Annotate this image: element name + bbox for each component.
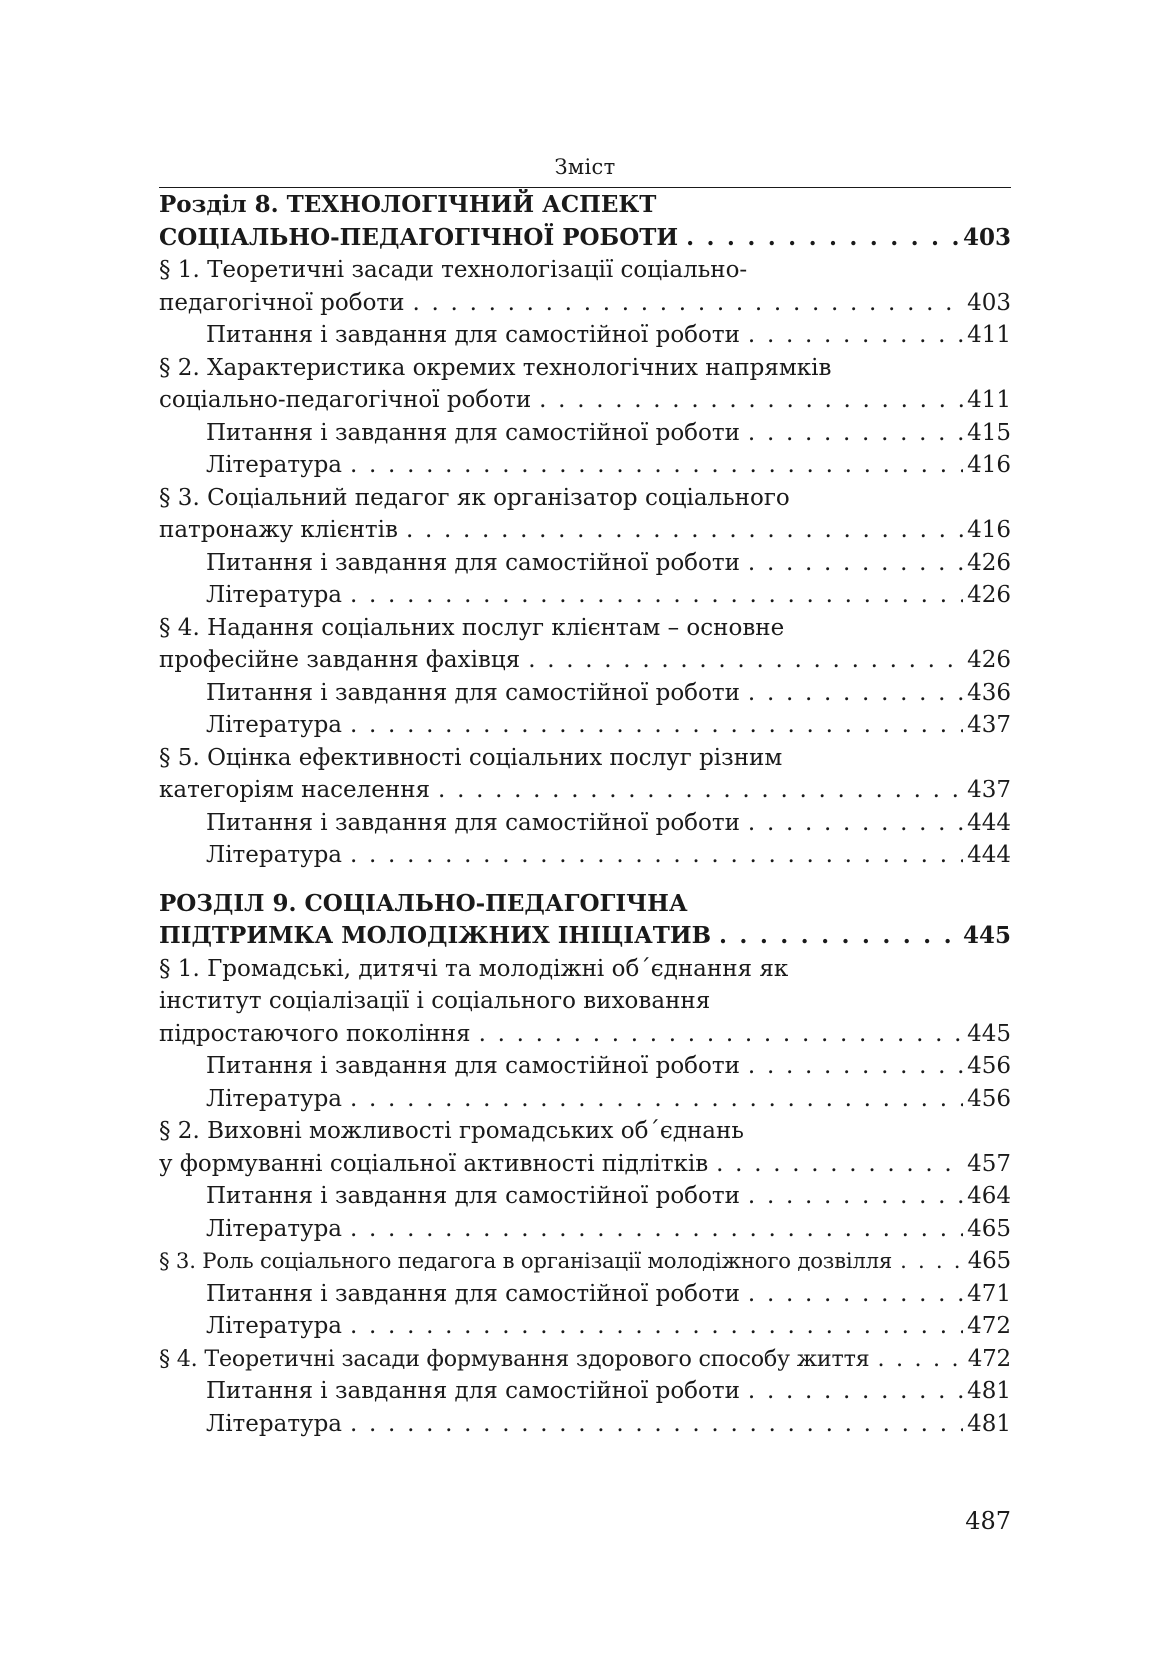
page-number: 464 — [967, 1183, 1011, 1209]
page-number: 472 — [967, 1345, 1011, 1372]
toc-subentry-literature: Література . . . 437 — [159, 709, 1011, 742]
page-number: 457 — [967, 1150, 1011, 1177]
dot-leader — [892, 1245, 964, 1278]
page-number: 426 — [967, 582, 1011, 608]
dot-leader — [740, 319, 963, 352]
page-number: 445 — [962, 922, 1011, 949]
toc-entry: підростаючого покоління . . . 445 — [159, 1018, 1011, 1051]
dot-leader — [342, 1213, 963, 1246]
page-number-folio: 487 — [965, 1507, 1011, 1535]
section-9-title-line2 — [159, 920, 1011, 953]
page-number: 403 — [962, 223, 1011, 251]
dot-leader — [531, 384, 963, 417]
toc-subentry-literature: Література . . . 416 — [159, 449, 1011, 482]
dot-leader — [342, 449, 963, 482]
page-number: 481 — [967, 1410, 1011, 1437]
page-number: 416 — [967, 517, 1011, 543]
page-number: 411 — [967, 387, 1011, 413]
section-8-title-line1: Розділ 8. ТЕХНОЛОГІЧНИЙ АСПЕКТ — [159, 191, 657, 218]
toc-subentry-questions: Питання і завдання для самостійної роботи . . . 464 — [159, 1180, 1011, 1213]
page-number: 444 — [967, 809, 1011, 836]
section-8-title-line2 — [159, 222, 1011, 255]
toc-entry-line: § 1. Теоретичні засади технологізації соціально- — [159, 257, 748, 283]
page-number: 472 — [967, 1313, 1011, 1339]
page-number: 426 — [967, 549, 1011, 576]
toc-subentry-questions: Питання і завдання для самостійної роботи . . . 456 — [159, 1050, 1011, 1083]
section-9-title-line1: РОЗДІЛ 9. СОЦІАЛЬНО-ПЕДАГОГІЧНА — [159, 889, 688, 917]
header-rule — [159, 187, 1011, 188]
toc-entry: соціально-педагогічної роботи . . . 411 — [159, 384, 1011, 417]
toc-subentry-questions: Питання і завдання для самостійної роботи . . . 444 — [159, 807, 1011, 840]
toc-entry: категоріям населення . . . 437 — [159, 774, 1011, 807]
dot-leader — [869, 1343, 963, 1376]
dot-leader — [342, 1083, 963, 1116]
toc-subentry-questions: Питання і завдання для самостійної роботи . . . 436 — [159, 677, 1011, 710]
dot-leader — [678, 222, 959, 255]
dot-leader — [740, 1278, 963, 1311]
dot-leader — [342, 709, 963, 742]
dot-leader — [398, 514, 963, 547]
page-number: 456 — [967, 1085, 1011, 1112]
toc-entry-line: § 2. Характеристика окремих технологічних напрямків — [159, 354, 832, 381]
toc-subentry-literature: Література . . . 456 — [159, 1083, 1011, 1116]
dot-leader — [342, 839, 963, 872]
toc-subentry-literature: Література . . . 472 — [159, 1310, 1011, 1343]
toc-subentry-questions: Питання і завдання для самостійної роботи . . . 481 — [159, 1375, 1011, 1408]
dot-leader — [342, 1408, 963, 1441]
page-number: 415 — [967, 419, 1011, 446]
running-header: Зміст — [554, 155, 616, 179]
toc-subentry-literature: Література . . . 481 — [159, 1408, 1011, 1441]
dot-leader — [740, 1375, 963, 1408]
section-9-title: ПІДТРИМКА МОЛОДІЖНИХ ІНІЦІАТИВ — [159, 922, 712, 949]
toc-entry-line: інститут соціалізації і соціального виховання — [159, 988, 711, 1014]
toc-entry: професійне завдання фахівця . . . 426 — [159, 644, 1011, 677]
toc-entry-line: § 1. Громадські, дитячі та молодіжні об΄єднання як — [159, 955, 789, 982]
dot-leader — [740, 1180, 963, 1213]
page-number: 465 — [967, 1248, 1011, 1274]
page-number: 416 — [967, 452, 1011, 478]
dot-leader — [430, 774, 963, 807]
toc-subentry-questions: Питання і завдання для самостійної роботи . . . 415 — [159, 417, 1011, 450]
page-number: 456 — [967, 1053, 1011, 1079]
toc-entry: у формуванні соціальної активності підлітків . . . 457 — [159, 1148, 1011, 1181]
toc-entry-line: § 2. Виховні можливості громадських об΄єднань — [159, 1118, 744, 1144]
dot-leader — [405, 287, 964, 320]
toc-entry: § 4. Теоретичні засади формування здорового способу життя . . . 472 — [159, 1343, 1011, 1376]
toc-entry-line: § 4. Надання соціальних послуг клієнтам – основне — [159, 614, 785, 641]
dot-leader — [708, 1148, 963, 1181]
page-number: 437 — [967, 777, 1011, 803]
dot-leader — [711, 920, 959, 953]
section-8-title: СОЦІАЛЬНО-ПЕДАГОГІЧНОЇ РОБОТИ — [159, 223, 679, 251]
page-number: 437 — [967, 712, 1011, 738]
dot-leader — [520, 644, 963, 677]
dot-leader — [342, 1310, 963, 1343]
toc-entry-line: § 5. Оцінка ефективності соціальних послуг різним — [159, 744, 783, 771]
toc-subentry-literature: Література . . . 465 — [159, 1213, 1011, 1246]
toc-subentry-questions: Питання і завдання для самостійної роботи . . . 471 — [159, 1278, 1011, 1311]
dot-leader — [740, 807, 963, 840]
toc-subentry-literature: Література . . . 444 — [159, 839, 1011, 872]
dot-leader — [740, 547, 963, 580]
page-number: 471 — [967, 1280, 1011, 1307]
dot-leader — [740, 1050, 963, 1083]
section-gap — [159, 872, 1011, 888]
page-number: 403 — [967, 289, 1011, 316]
table-of-contents — [159, 189, 1011, 1440]
page-number: 436 — [967, 679, 1011, 706]
page-number: 426 — [967, 647, 1011, 673]
page-number: 445 — [967, 1020, 1011, 1047]
page-number: 481 — [967, 1378, 1011, 1404]
toc-subentry-questions: Питання і завдання для самостійної роботи . . . 426 — [159, 547, 1011, 580]
toc-subentry-questions: Питання і завдання для самостійної роботи . . . 411 — [159, 319, 1011, 352]
page-number: 411 — [967, 322, 1011, 348]
dot-leader — [740, 417, 963, 450]
toc-entry: педагогічної роботи . . . 403 — [159, 287, 1011, 320]
dot-leader — [471, 1018, 964, 1051]
toc-entry: § 3. Роль соціального педагога в організації молодіжного дозвілля . . . 465 — [159, 1245, 1011, 1278]
page-number: 465 — [967, 1215, 1011, 1242]
dot-leader — [342, 579, 963, 612]
dot-leader — [740, 677, 963, 710]
toc-entry-line: § 3. Соціальний педагог як організатор соціального — [159, 484, 790, 511]
toc-entry: патронажу клієнтів . . . 416 — [159, 514, 1011, 547]
page-number: 444 — [967, 842, 1011, 868]
toc-subentry-literature: Література . . . 426 — [159, 579, 1011, 612]
